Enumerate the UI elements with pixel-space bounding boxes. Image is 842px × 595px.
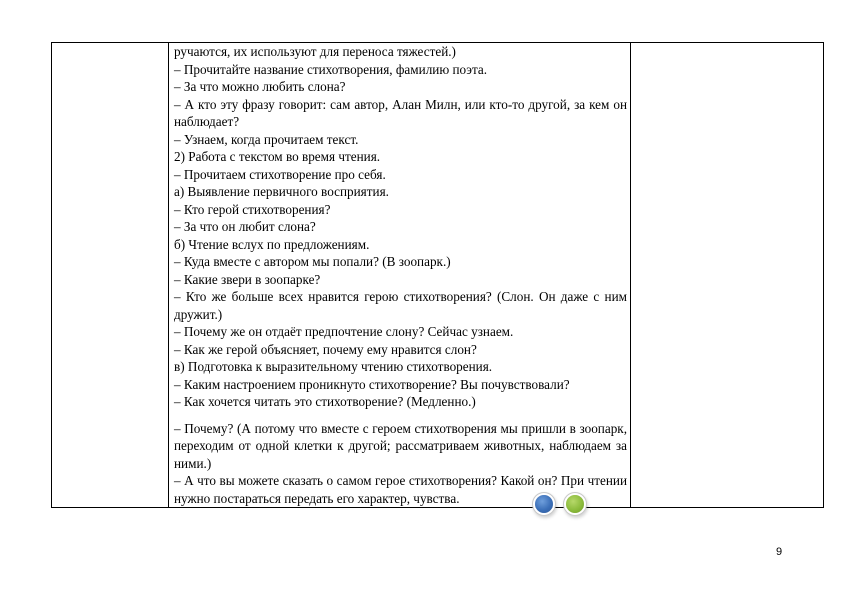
page-number: 9 (776, 546, 783, 558)
text-line: – Узнаем, когда прочитаем текст. (174, 131, 359, 147)
text-line: б) Чтение вслух по предложениям. (174, 236, 370, 252)
green-circle-icon (566, 495, 584, 513)
text-line: а) Выявление первичного восприятия. (174, 184, 389, 199)
text-line: – Как хочется читать это стихотворение? (Медленно.) (174, 394, 476, 409)
right-column-cell (631, 43, 824, 508)
text-line: – Кто же больше всех нравится герою стихотворения? (Слон. Он даже с ним дружит.) (174, 289, 627, 322)
text-line: – Как же герой объясняет, почему ему нравится слон? (174, 341, 477, 357)
text-line: – Почему же он отдаёт предпочтение слону? Сейчас узнаем. (174, 324, 514, 339)
left-column-cell (52, 43, 169, 508)
text-line: – А что вы можете сказать о самом герое стихотворения? Какой он? При чтении нужно постараться передать его характер, чувства. (174, 473, 627, 506)
text-line: в) Подготовка к выразительному чтению стихотворения. (174, 359, 493, 374)
text-line: 2) Работа с текстом во время чтения. (174, 149, 381, 164)
text-line: – Прочитайте название стихотворения, фамилию поэта. (174, 61, 488, 77)
text-line: – Кто герой стихотворения? (174, 201, 331, 217)
lesson-table (51, 42, 824, 508)
text-line: – Каким настроением проникнуто стихотворение? Вы почувствовали? (174, 376, 570, 392)
text-line: – Куда вместе с автором мы попали? (В зоопарк.) (174, 254, 451, 269)
text-line: ручаются, их используют для переноса тяжестей.) (174, 44, 456, 59)
text-line: – Прочитаем стихотворение про себя. (174, 166, 386, 182)
decorative-dots (532, 494, 592, 516)
text-line: – Какие звери в зоопарке? (174, 271, 321, 287)
content-cell (169, 43, 631, 508)
text-line: – Почему? (А потому что вместе с героем стихотворения мы пришли в зоопарк, переходим от одной клетки к другой; рассматриваем животных, наблюдаем за ними.) (174, 420, 627, 471)
lesson-text (169, 43, 630, 507)
text-line: – За что можно любить слона? (174, 79, 346, 94)
text-line: – За что он любит слона? (174, 219, 316, 234)
text-line: – А кто эту фразу говорит: сам автор, Алан Милн, или кто-то другой, за кем он наблюдает? (174, 96, 627, 129)
blue-circle-icon (535, 495, 553, 513)
table-row (52, 43, 824, 508)
